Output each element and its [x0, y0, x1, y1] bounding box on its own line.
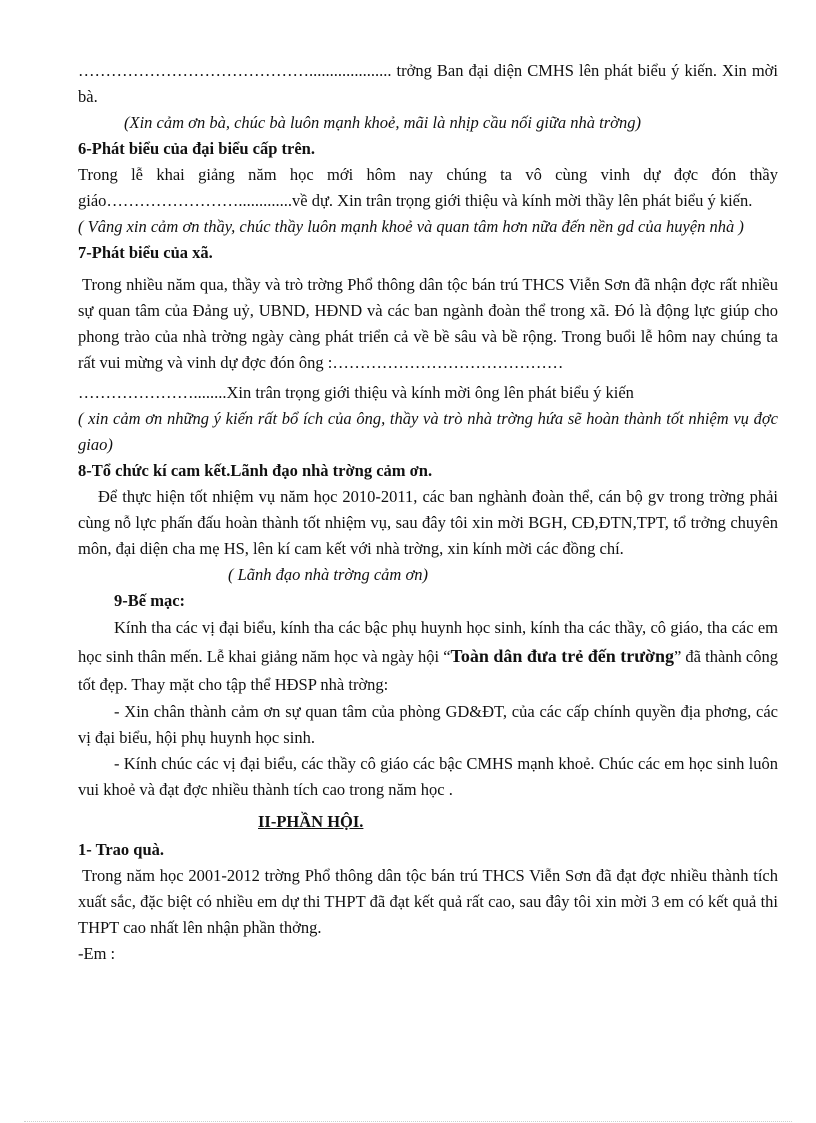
paragraph-closing — [78, 614, 778, 699]
paragraph-superior-invite: Trong lễ khai giảng năm học mới hôm nay chúng ta vô cùng vinh dự đợc đón thầy giáo…………………….............về dự. Xin trân trọng giới thiệu và kính mời thầy lên phát biểu ý kiến. — [78, 165, 778, 210]
student-line: -Em : — [78, 944, 116, 963]
paragraph-commitment: Để thực hiện tốt nhiệm vụ năm học 2010-2011, các ban nghành đoàn thể, cán bộ gv trong trờng phải cùng nỗ lực phấn đấu hoàn thành tốt nhiệm vụ, sau đây tôi xin mời BGH, CĐ,ĐTN,TPT, tổ trởng chuyên môn, đại diện cha mẹ HS, lên kí cam kết với nhà trờng, xin kính mời các đồng chí. — [78, 487, 778, 558]
heading-7: 7-Phát biểu của xã. — [78, 243, 213, 262]
closing-text-end: ” đã thành công tốt đẹp. Thay mặt cho tập thể HĐSP nhà trờng: — [78, 647, 778, 694]
section-title-festival: II-PHẦN HỘI. — [258, 812, 364, 831]
paragraph-commune-invite: …………………........Xin trân trọng giới thiệu và kính mời ông lên phát biểu ý kiến — [78, 383, 634, 402]
paragraph-awards: Trong năm học 2001-2012 trờng Phổ thông dân tộc bán trú THCS Viễn Sơn đã đạt đợc nhiều thành tích xuất sắc, đặc biệt có nhiều em dự thi THPT đã đạt kết quả rất cao, sau đây tôi xin mời 3 em có kết quả thi THPT cao nhất lên nhận phần thởng. — [78, 866, 778, 937]
paragraph-commune: Trong nhiều năm qua, thầy và trò trờng Phổ thông dân tộc bán trú THCS Viễn Sơn đã nhận đợc rất nhiều sự quan tâm của Đảng uỷ, UBND, HĐND và các ban ngành đoàn thể trong xã. Đó là động lực giúp cho phong trào của nhà trờng ngày càng phát triển cả về bề sâu và bề rộng. Trong buổi lễ hôm nay chúng ta rất vui mừng và vinh dự đợc đón ông :…………………………………… — [78, 275, 778, 372]
document-page — [78, 58, 778, 967]
heading-8: 8-Tổ chức kí cam kết.Lãnh đạo nhà trờng cảm ơn. — [78, 461, 433, 480]
heading-9: 9-Bế mạc: — [114, 591, 186, 610]
paragraph-wishes: - Kính chúc các vị đại biểu, các thầy cô giáo các bậc CMHS mạnh khoẻ. Chúc các em học sinh luôn vui khoẻ và đạt đợc nhiều thành tích cao trong năm học . — [78, 754, 778, 799]
note-thanks-cmhs: (Xin cảm ơn bà, chúc bà luôn mạnh khoẻ, mãi là nhịp cầu nối giữa nhà trờng) — [124, 113, 641, 132]
slogan: Toàn dân đưa trẻ đến trường — [450, 646, 674, 666]
heading-gift: 1- Trao quà. — [78, 840, 165, 859]
note-thanks-teacher: ( Vâng xin cảm ơn thầy, chúc thầy luôn mạnh khoẻ và quan tâm hơn nữa đến nền gd của huyện nhà ) — [78, 217, 744, 236]
paragraph-cmhs-invite: …………………………………….................... trởng Ban đại diện CMHS lên phát biểu ý kiến. Xin mời bà. — [78, 61, 778, 106]
page-bottom-divider — [24, 1121, 792, 1122]
note-leader-thanks: ( Lãnh đạo nhà trờng cảm ơn) — [228, 565, 429, 584]
paragraph-thanks-authorities: - Xin chân thành cảm ơn sự quan tâm của phòng GD&ĐT, của các cấp chính quyền địa phơng, các vị đại biểu, hội phụ huynh học sinh. — [78, 702, 778, 747]
note-thanks-commune: ( xin cảm ơn những ý kiến rất bổ ích của ông, thầy và trò nhà trờng hứa sẽ hoàn thành tốt nhiệm vụ đợc giao) — [78, 409, 778, 454]
closing-text-start: Kính tha các vị đại biểu, kính tha các bậc phụ huynh học sinh, kính tha các thầy, cô giáo, tha các em học sinh thân mến. Lễ khai giảng năm học và ngày hội “ — [78, 618, 778, 666]
heading-6: 6-Phát biểu của đại biểu cấp trên. — [78, 139, 315, 158]
